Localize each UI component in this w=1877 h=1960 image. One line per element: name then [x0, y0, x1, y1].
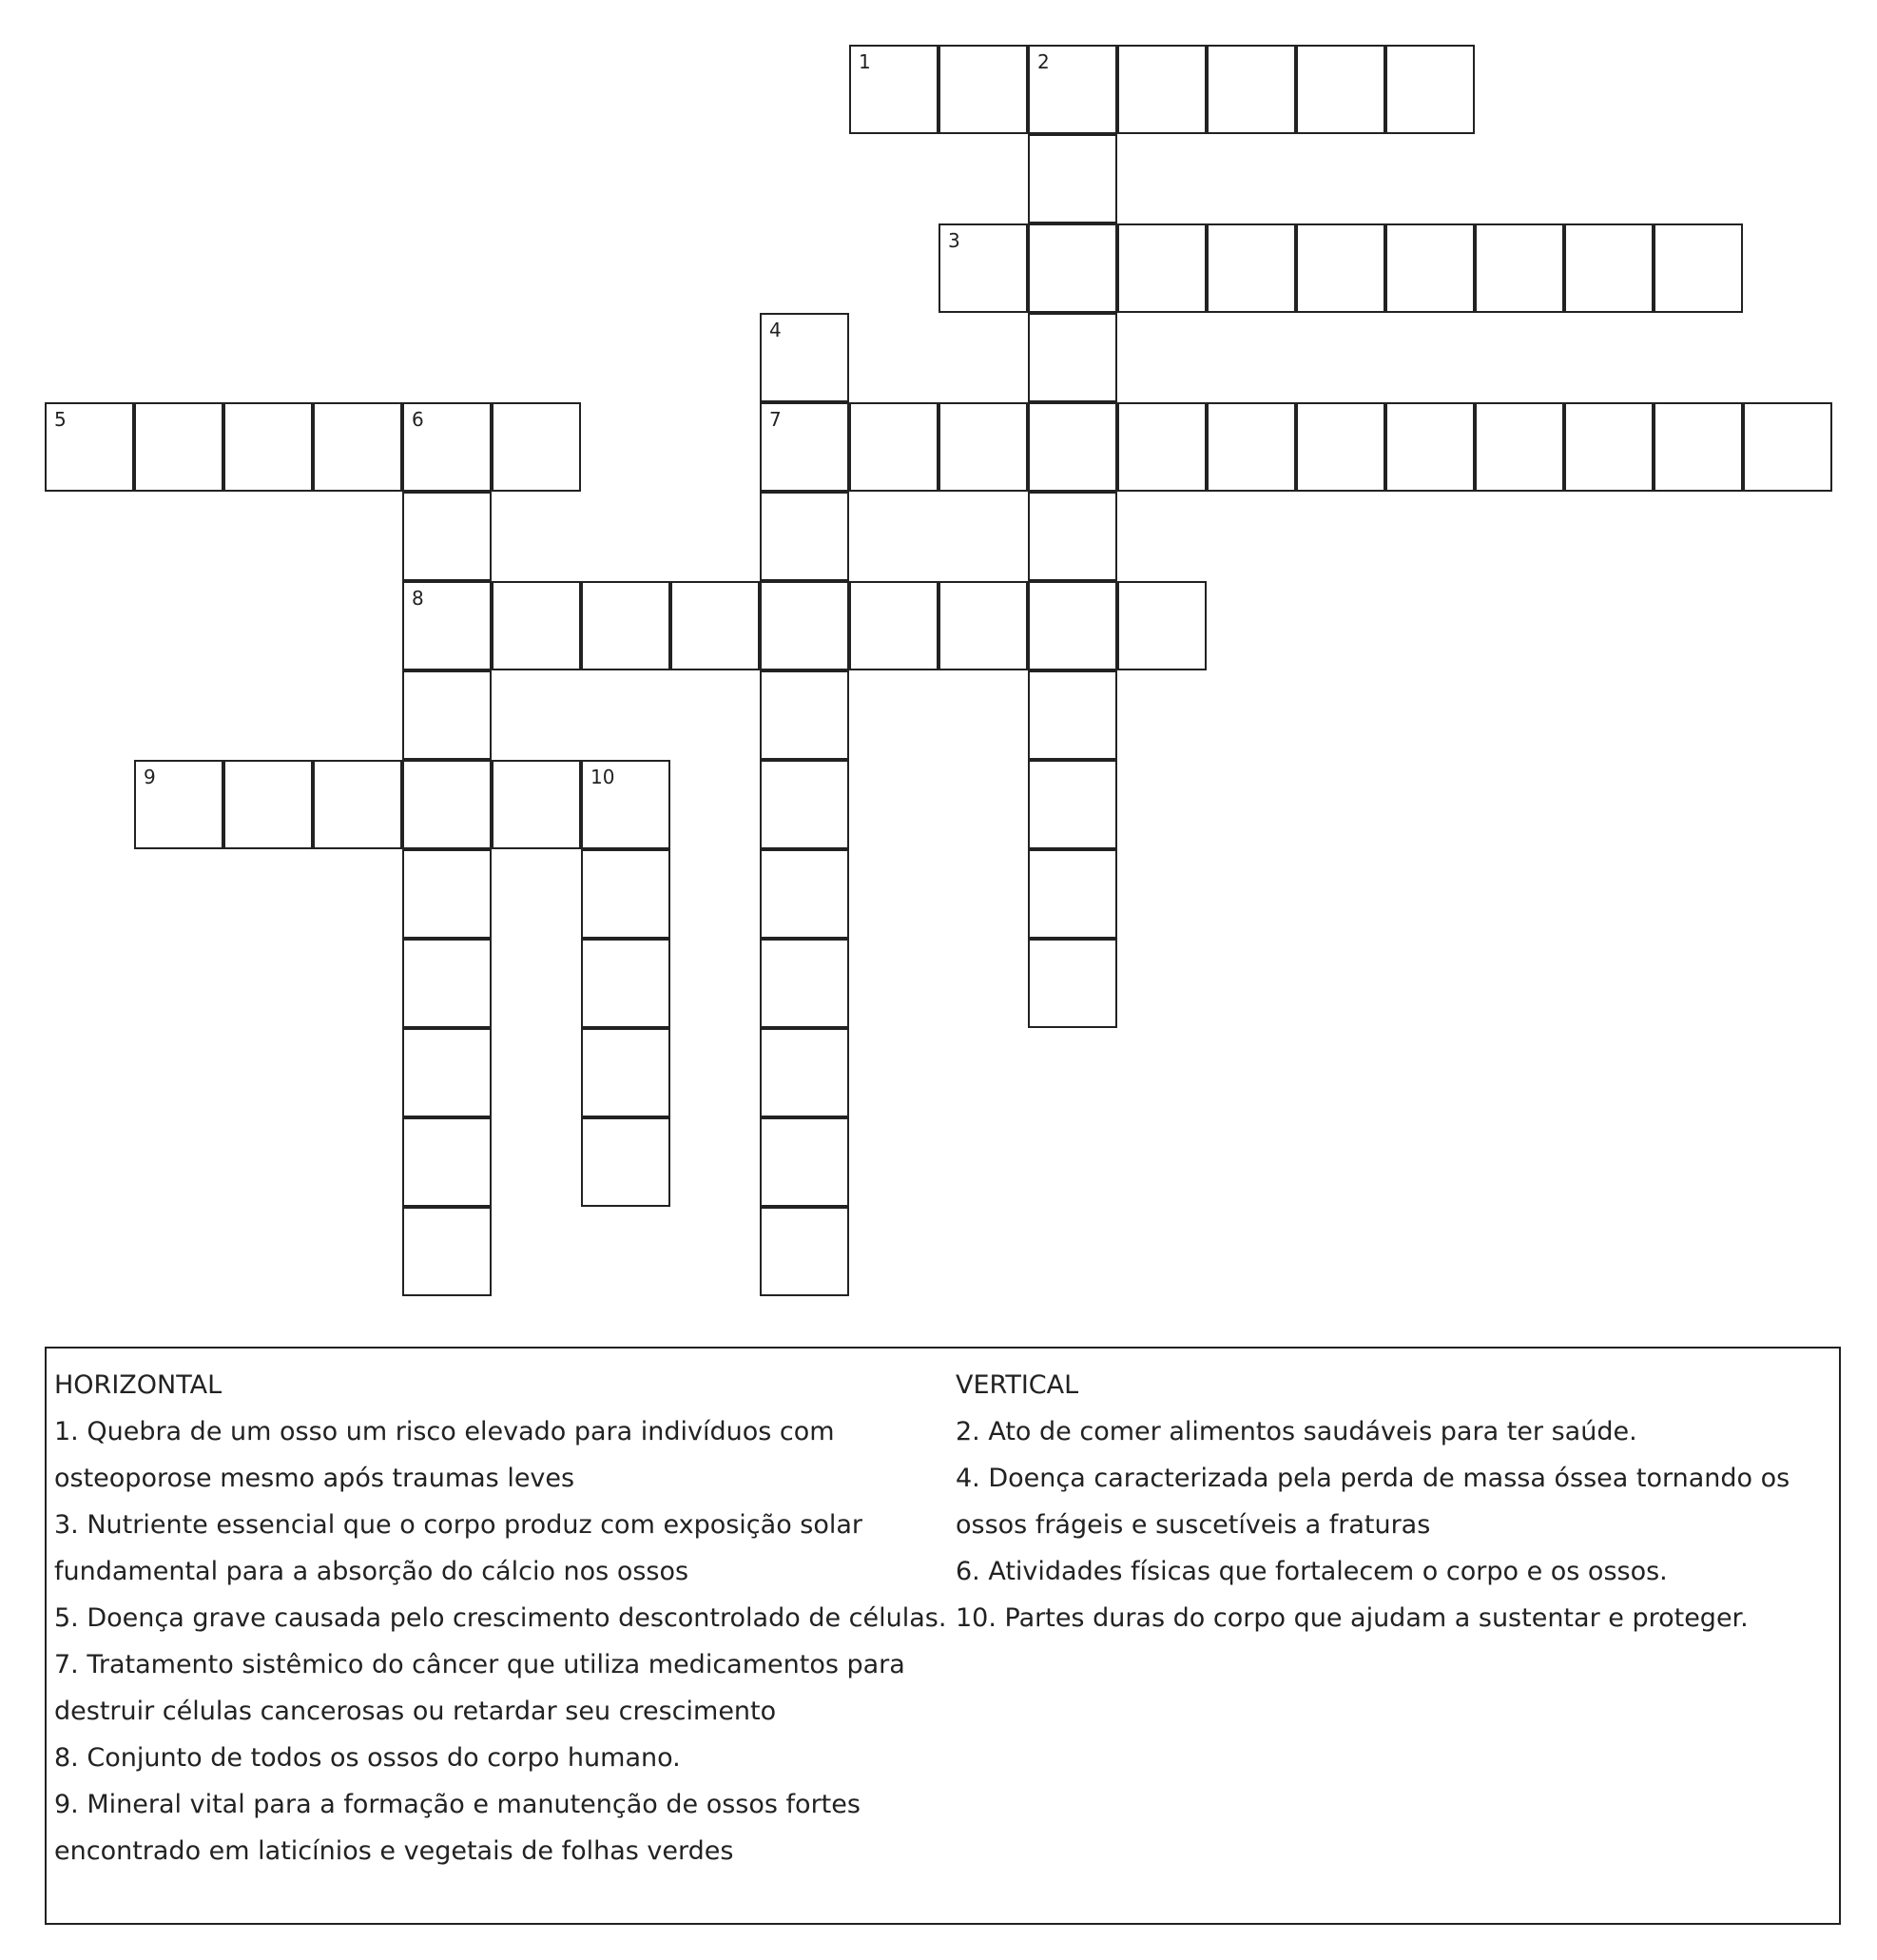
across-clue-9: 9. Mineral vital para a formação e manutenção de ossos fortes encontrado em laticínios e vegetais de folhas verdes — [54, 1790, 861, 1866]
clue-number: 6 — [412, 408, 424, 431]
crossword-cell[interactable] — [581, 1117, 670, 1207]
crossword-cell[interactable] — [402, 760, 492, 849]
crossword-cell[interactable] — [760, 849, 849, 939]
crossword-cell[interactable] — [1564, 223, 1654, 313]
crossword-cell[interactable] — [760, 492, 849, 581]
crossword-cell[interactable] — [402, 1117, 492, 1207]
crossword-cell[interactable] — [1028, 45, 1117, 134]
crossword-cell[interactable] — [670, 581, 760, 670]
across-clues-column — [54, 1362, 948, 1874]
crossword-cell[interactable] — [1028, 849, 1117, 939]
crossword-cell[interactable] — [134, 402, 223, 492]
down-clue-10: 10. Partes duras do corpo que ajudam a sustentar e proteger. — [956, 1603, 1749, 1633]
crossword-cell[interactable] — [402, 492, 492, 581]
crossword-cell[interactable] — [1028, 760, 1117, 849]
crossword-cell[interactable] — [1028, 492, 1117, 581]
crossword-cell[interactable] — [760, 939, 849, 1028]
clue-number: 7 — [769, 408, 782, 431]
crossword-cell[interactable] — [581, 939, 670, 1028]
across-clue-5: 5. Doença grave causada pelo crescimento descontrolado de células. — [54, 1603, 947, 1633]
crossword-cell[interactable] — [1028, 670, 1117, 760]
crossword-cell[interactable] — [402, 1207, 492, 1296]
crossword-cell[interactable] — [223, 760, 313, 849]
crossword-cell[interactable] — [45, 402, 134, 492]
crossword-cell[interactable] — [1207, 45, 1296, 134]
clue-number: 4 — [769, 319, 782, 341]
crossword-cell[interactable] — [938, 581, 1028, 670]
crossword-cell[interactable] — [1117, 581, 1207, 670]
crossword-cell[interactable] — [938, 402, 1028, 492]
crossword-cell[interactable] — [402, 402, 492, 492]
crossword-cell[interactable] — [492, 760, 581, 849]
crossword-cell[interactable] — [1385, 223, 1475, 313]
crossword-cell[interactable] — [1654, 223, 1743, 313]
crossword-cell[interactable] — [1028, 402, 1117, 492]
crossword-cell[interactable] — [581, 760, 670, 849]
across-clue-3: 3. Nutriente essencial que o corpo produz com exposição solar fundamental para a absorção do cálcio nos ossos — [54, 1510, 863, 1586]
crossword-cell[interactable] — [938, 223, 1028, 313]
crossword-cell[interactable] — [1028, 223, 1117, 313]
crossword-cell[interactable] — [1296, 402, 1385, 492]
crossword-cell[interactable] — [760, 1207, 849, 1296]
crossword-cell[interactable] — [313, 760, 402, 849]
crossword-cell[interactable] — [581, 1028, 670, 1117]
down-clues-column — [956, 1362, 1830, 1641]
crossword-cell[interactable] — [1385, 402, 1475, 492]
crossword-cell[interactable] — [1654, 402, 1743, 492]
crossword-cell[interactable] — [134, 760, 223, 849]
crossword-cell[interactable] — [760, 313, 849, 402]
crossword-cell[interactable] — [849, 45, 938, 134]
clue-number: 5 — [54, 408, 67, 431]
crossword-cell[interactable] — [1028, 313, 1117, 402]
crossword-cell[interactable] — [492, 402, 581, 492]
crossword-cell[interactable] — [760, 402, 849, 492]
crossword-cell[interactable] — [402, 939, 492, 1028]
crossword-cell[interactable] — [402, 670, 492, 760]
across-clue-1: 1. Quebra de um osso um risco elevado para indivíduos com osteoporose mesmo após traumas leves — [54, 1417, 835, 1493]
crossword-cell[interactable] — [402, 581, 492, 670]
crossword-cell[interactable] — [760, 670, 849, 760]
across-heading: HORIZONTAL — [54, 1370, 223, 1400]
crossword-cell[interactable] — [849, 581, 938, 670]
crossword-cell[interactable] — [1296, 223, 1385, 313]
down-heading: VERTICAL — [956, 1370, 1079, 1400]
across-clue-7: 7. Tratamento sistêmico do câncer que utiliza medicamentos para destruir células cancerosas ou retardar seu crescimento — [54, 1650, 905, 1726]
crossword-cell[interactable] — [760, 760, 849, 849]
crossword-cell[interactable] — [1028, 939, 1117, 1028]
clues-panel — [45, 1347, 1841, 1925]
crossword-cell[interactable] — [1117, 223, 1207, 313]
crossword-cell[interactable] — [1117, 402, 1207, 492]
down-clue-4: 4. Doença caracterizada pela perda de massa óssea tornando os ossos frágeis e suscetíveis a fraturas — [956, 1464, 1790, 1540]
crossword-cell[interactable] — [849, 402, 938, 492]
crossword-cell[interactable] — [1207, 402, 1296, 492]
crossword-cell[interactable] — [760, 1028, 849, 1117]
crossword-cell[interactable] — [313, 402, 402, 492]
across-clue-8: 8. Conjunto de todos os ossos do corpo humano. — [54, 1743, 681, 1773]
crossword-cell[interactable] — [1564, 402, 1654, 492]
crossword-cell[interactable] — [760, 1117, 849, 1207]
clue-number: 8 — [412, 587, 424, 610]
crossword-cell[interactable] — [1117, 45, 1207, 134]
crossword-cell[interactable] — [223, 402, 313, 492]
crossword-cell[interactable] — [1385, 45, 1475, 134]
crossword-cell[interactable] — [1296, 45, 1385, 134]
clue-number: 1 — [859, 50, 871, 73]
crossword-cell[interactable] — [1743, 402, 1832, 492]
crossword-cell[interactable] — [581, 581, 670, 670]
crossword-cell[interactable] — [1475, 223, 1564, 313]
crossword-cell[interactable] — [402, 849, 492, 939]
clue-number: 3 — [948, 229, 960, 252]
clue-number: 9 — [144, 766, 156, 788]
crossword-cell[interactable] — [938, 45, 1028, 134]
crossword-cell[interactable] — [581, 849, 670, 939]
crossword-cell[interactable] — [402, 1028, 492, 1117]
crossword-cell[interactable] — [1028, 134, 1117, 223]
down-clue-2: 2. Ato de comer alimentos saudáveis para ter saúde. — [956, 1417, 1637, 1446]
crossword-cell[interactable] — [760, 581, 849, 670]
clue-number: 2 — [1037, 50, 1050, 73]
crossword-cell[interactable] — [492, 581, 581, 670]
clue-number: 10 — [590, 766, 615, 788]
down-clue-6: 6. Atividades físicas que fortalecem o corpo e os ossos. — [956, 1557, 1668, 1586]
crossword-cell[interactable] — [1475, 402, 1564, 492]
crossword-cell[interactable] — [1028, 581, 1117, 670]
crossword-cell[interactable] — [1207, 223, 1296, 313]
